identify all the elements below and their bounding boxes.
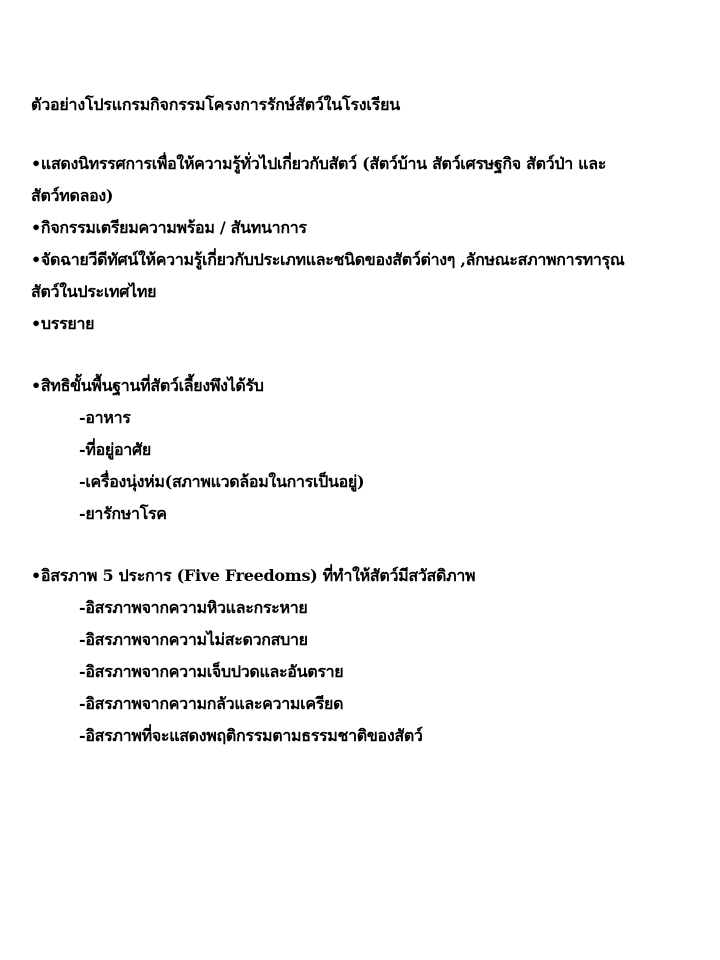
program-item-exhibition: •แสดงนิทรรศการเพื่อให้ความรู้ทั่วไปเกี่ยวกับสัตว์ (สัตว์บ้าน สัตว์เศรษฐกิจ สัตว์ป่า และ — [31, 154, 606, 173]
program-item-exhibition-cont: สัตว์ทดลอง) — [31, 186, 114, 205]
program-item-video: •จัดฉายวีดีทัศน์ให้ความรู้เกี่ยวกับประเภทและชนิดของสัตว์ต่างๆ ,ลักษณะสภาพการทารุณ — [31, 250, 625, 269]
program-list — [31, 148, 680, 340]
freedoms-section — [31, 560, 680, 752]
rights-item-shelter: -ที่อยู่อาศัย — [79, 440, 151, 459]
spacer — [31, 530, 680, 560]
document-title: ตัวอย่างโปรแกรมกิจกรรมโครงการรักษ์สัตว์ในโรงเรียน — [31, 95, 400, 114]
freedom-item-pain: -อิสรภาพจากความเจ็บปวดและอันตราย — [79, 662, 344, 681]
program-item-activities: •กิจกรรมเตรียมความพร้อม / สันทนาการ — [31, 218, 307, 237]
rights-item-medicine: -ยารักษาโรค — [79, 504, 167, 523]
rights-item-food: -อาหาร — [79, 408, 131, 427]
freedom-item-discomfort: -อิสรภาพจากความไม่สะดวกสบาย — [79, 630, 308, 649]
freedom-item-hunger: -อิสรภาพจากความหิวและกระหาย — [79, 598, 308, 617]
freedom-item-behaviour: -อิสรภาพที่จะแสดงพฤติกรรมตามธรรมชาติของสัตว์ — [79, 726, 423, 745]
program-item-lecture: •บรรยาย — [31, 314, 95, 333]
rights-item-environment: -เครื่องนุ่งห่ม(สภาพแวดล้อมในการเป็นอยู่) — [79, 472, 365, 491]
rights-heading: •สิทธิขั้นพื้นฐานที่สัตว์เลี้ยงพึงได้รับ — [31, 376, 264, 395]
program-item-video-cont: สัตว์ในประเทศไทย — [31, 282, 157, 301]
freedom-item-fear: -อิสรภาพจากความกลัวและความเครียด — [79, 694, 344, 713]
rights-section — [31, 370, 680, 530]
freedoms-heading: •อิสรภาพ 5 ประการ (Five Freedoms) ที่ทำให้สัตว์มีสวัสดิภาพ — [31, 566, 476, 585]
spacer — [31, 340, 680, 370]
